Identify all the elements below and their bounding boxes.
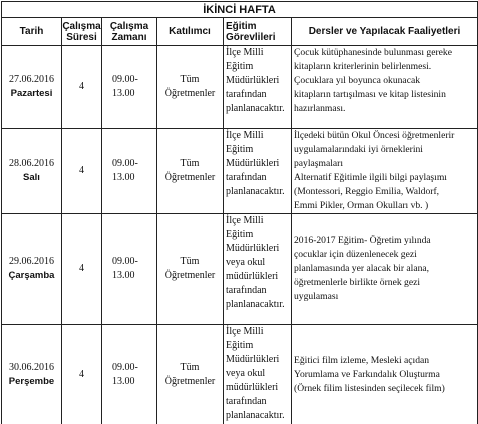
gorevli-line: veya okul	[226, 368, 266, 379]
egitim-gorevlileri	[224, 46, 292, 129]
calisma-zamani	[102, 129, 157, 214]
time-end: 13.00	[112, 88, 135, 99]
faaliyet-line: Eğitici film izleme, Mesleki açıdan	[294, 354, 430, 366]
table-row	[2, 325, 478, 424]
katilimci-line1: Tüm	[180, 256, 200, 267]
gorevli-line: İlçe Milli	[226, 326, 264, 337]
faaliyet-line: Emmi Pikler, Orman Okulları vb. )	[294, 200, 429, 211]
katilimci	[157, 325, 224, 424]
header-tarih: Tarih	[2, 18, 62, 46]
gorevli-line: Eğitim	[226, 144, 254, 155]
faaliyet-line: 2016-2017 Eğitim- Öğretim yılında	[294, 235, 431, 246]
gorevli-line: Müdürlükleri	[226, 158, 280, 169]
calisma-suresi: 4	[62, 46, 102, 129]
katilimci-line2: Öğretmenler	[164, 172, 216, 183]
faaliyet-line: (Örnek filim listesinden seçilecek film)	[294, 382, 445, 394]
faaliyet-line: Çocuk kütüphanesinde bulunması gereke	[294, 47, 452, 58]
date: 28.06.2016	[9, 158, 54, 169]
faaliyet-line: planlamasında yer alacak bir alana,	[294, 263, 430, 274]
date: 30.06.2016	[9, 361, 54, 373]
gorevli-line: veya okul	[226, 257, 266, 268]
faaliyet-line: paylaşmaları	[294, 158, 344, 169]
gorevli-line: Eğitim	[226, 61, 254, 72]
faaliyet-line: kitapların tartışılması ve kitap listesinin	[294, 89, 446, 100]
header-egitim-gorevlileri	[224, 18, 292, 46]
time-start: 09.00-	[112, 74, 138, 85]
date-cell	[2, 46, 62, 129]
day-name: Salı	[23, 172, 40, 183]
header-calisma-zamani-line1: Çalışma	[109, 20, 149, 32]
schedule-table	[1, 1, 478, 424]
gorevli-line: Müdürlükleri	[226, 354, 280, 365]
time-start: 09.00-	[112, 361, 138, 373]
katilimci-line1: Tüm	[180, 158, 200, 169]
katilimci	[157, 129, 224, 214]
calisma-zamani	[102, 214, 157, 325]
date-cell	[2, 325, 62, 424]
week-title: İKİNCİ HAFTA	[2, 2, 478, 18]
gorevli-line: müdürlükleri	[226, 382, 279, 393]
time-end: 13.00	[112, 172, 135, 183]
header-calisma-suresi-line2: Süresi	[66, 31, 97, 43]
egitim-gorevlileri	[224, 325, 292, 424]
gorevli-line: planlanacaktır.	[226, 186, 285, 197]
header-calisma-suresi-line1: Çalışma	[62, 20, 101, 32]
header-dersler: Dersler ve Yapılacak Faaliyetleri	[292, 18, 478, 46]
faaliyet	[292, 214, 478, 325]
gorevli-line: Eğitim	[226, 340, 254, 351]
faaliyet-line: Çocuklara yıl boyunca okunacak	[294, 75, 421, 86]
gorevli-line: İlçe Milli	[226, 47, 264, 58]
faaliyet-line: kitapların kriterlerinin belirlenmesi.	[294, 61, 432, 72]
katilimci-line2: Öğretmenler	[164, 270, 216, 281]
faaliyet	[292, 129, 478, 214]
day-name: Çarşamba	[8, 270, 55, 281]
gorevli-line: planlanacaktır.	[226, 103, 285, 114]
gorevli-line: müdürlükleri	[226, 271, 279, 282]
day-name: Perşembe	[8, 375, 55, 387]
header-egitim-gorevlileri-line1: Eğitim	[226, 20, 257, 32]
faaliyet-line: (Montessori, Reggio Emilia, Waldorf,	[294, 186, 440, 197]
time-start: 09.00-	[112, 256, 138, 267]
gorevli-line: tarafından	[226, 285, 267, 296]
faaliyet-line: uygulamalarındaki iyi örneklerini	[294, 144, 423, 155]
gorevli-line: İlçe Milli	[226, 130, 264, 141]
faaliyet	[292, 46, 478, 129]
faaliyet-line: İlçedeki bütün Okul Öncesi öğretmenlerir	[294, 130, 455, 141]
gorevli-line: İlçe Milli	[226, 215, 264, 226]
calisma-suresi: 4	[62, 325, 102, 424]
header-calisma-zamani	[102, 18, 157, 46]
header-katilimci: Katılımcı	[157, 18, 224, 46]
faaliyet-line: öğretmenlerle birlikte örnek gezi	[294, 277, 420, 288]
katilimci-line1: Tüm	[180, 361, 200, 373]
egitim-gorevlileri	[224, 129, 292, 214]
faaliyet	[292, 325, 478, 424]
table-row	[2, 129, 478, 214]
faaliyet-line: Alternatif Eğitimle ilgili bilgi paylaşımı	[294, 172, 447, 183]
day-name: Pazartesi	[10, 88, 53, 99]
faaliyet-line: Yorumlama ve Farkındalık Oluşturma	[294, 368, 440, 380]
calisma-zamani	[102, 46, 157, 129]
time-end: 13.00	[112, 375, 135, 387]
faaliyet-line: uygulaması	[294, 291, 339, 302]
table-row	[2, 46, 478, 129]
date: 27.06.2016	[9, 74, 54, 85]
faaliyet-line: çocuklar için düzenlenecek gezi	[294, 249, 417, 260]
gorevli-line: Müdürlükleri	[226, 75, 280, 86]
time-start: 09.00-	[112, 158, 138, 169]
date: 29.06.2016	[9, 256, 54, 267]
calisma-suresi: 4	[62, 129, 102, 214]
gorevli-line: tarafından	[226, 396, 267, 407]
header-calisma-suresi	[62, 18, 102, 46]
gorevli-line: tarafından	[226, 172, 267, 183]
katilimci-line2: Öğretmenler	[164, 88, 216, 99]
time-end: 13.00	[112, 270, 135, 281]
calisma-zamani	[102, 325, 157, 424]
header-calisma-zamani-line2: Zamanı	[111, 31, 147, 43]
calisma-suresi: 4	[62, 214, 102, 325]
header-row	[2, 18, 478, 46]
table-row	[2, 214, 478, 325]
gorevli-line: planlanacaktır.	[226, 299, 285, 310]
egitim-gorevlileri	[224, 214, 292, 325]
gorevli-line: Müdürlükleri	[226, 243, 280, 254]
gorevli-line: Eğitim	[226, 229, 254, 240]
title-row	[2, 2, 478, 18]
gorevli-line: tarafından	[226, 89, 267, 100]
date-cell	[2, 214, 62, 325]
header-egitim-gorevlileri-line2: Görevlileri	[226, 31, 276, 43]
katilimci-line2: Öğretmenler	[164, 375, 216, 387]
katilimci	[157, 46, 224, 129]
gorevli-line: planlanacaktır.	[226, 410, 285, 421]
katilimci	[157, 214, 224, 325]
faaliyet-line: hazırlanması.	[294, 103, 346, 114]
date-cell	[2, 129, 62, 214]
katilimci-line1: Tüm	[180, 74, 200, 85]
